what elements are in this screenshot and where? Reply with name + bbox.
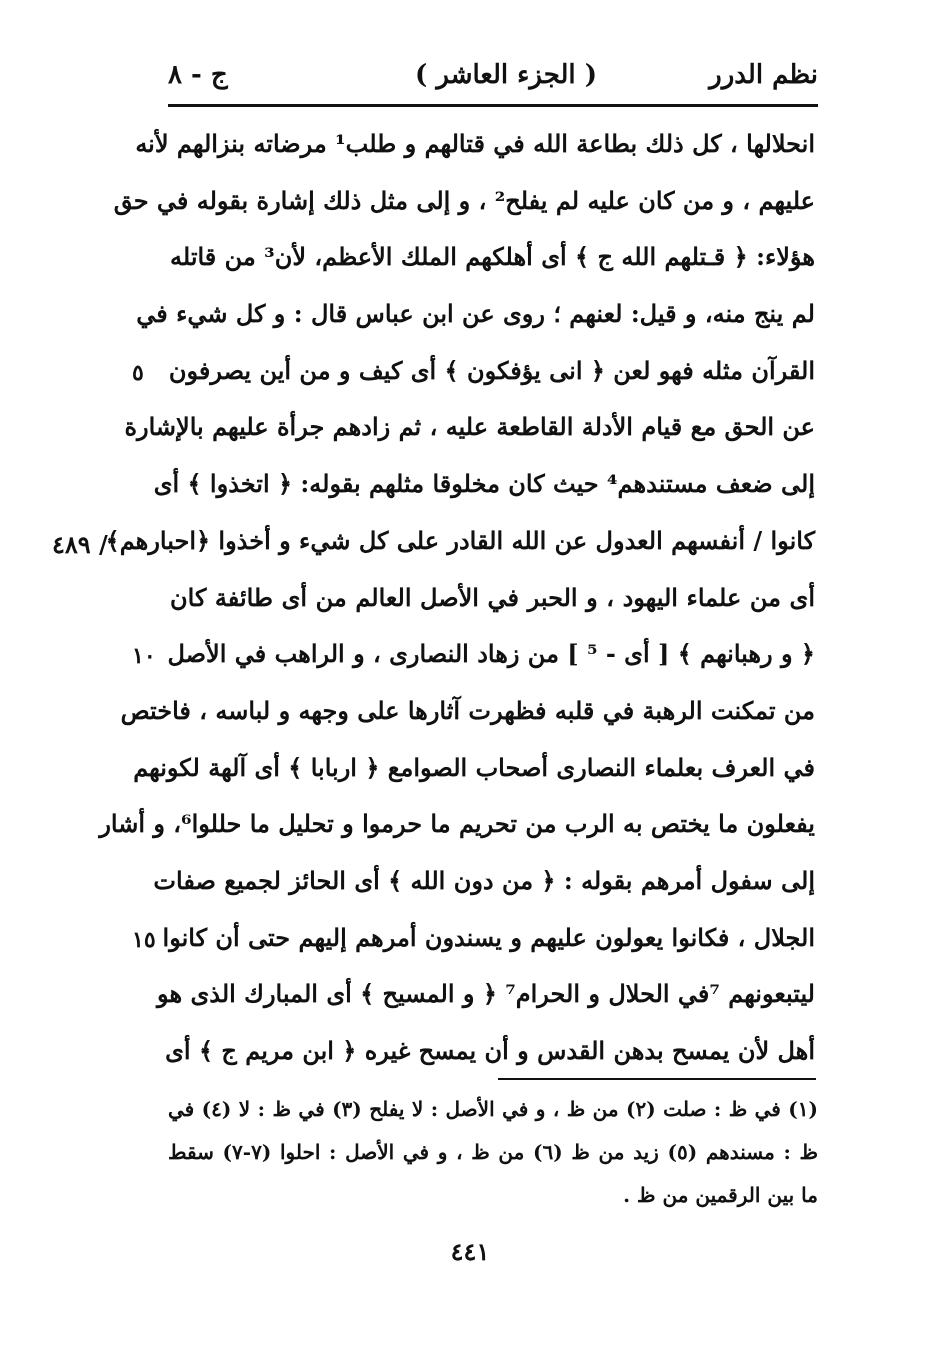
footnote-rule: [498, 1078, 816, 1080]
text-line: إلى سفول أمرهم بقوله : ﴿ من دون الله ﴾ أى الحائز لجميع صفات: [153, 865, 815, 895]
header-rule: [168, 104, 818, 107]
text-line: القرآن مثله فهو لعن ﴿ انى يؤفكون ﴾ أى كيف و من أين يصرفون: [168, 355, 815, 385]
text-line: كانوا / أنفسهم العدول عن الله القادر على كل شيء و أخذوا ﴿احبارهم﴾: [105, 525, 815, 555]
text-line: يفعلون ما يختص به الرب من تحريم ما حرموا و تحليل ما حللوا⁶، و أشار: [99, 809, 815, 839]
line-number-15: ١٥: [132, 927, 156, 953]
line-number-5: ٥: [132, 360, 144, 386]
text-line: ليتبعونهم ⁷في الحلال و الحرام⁷ ﴿ و المسيح ﴾ أى المبارك الذى هو: [157, 979, 815, 1009]
volume-label: ج - ٨: [168, 60, 228, 90]
text-line: الجلال ، فكانوا يعولون عليهم و يسندون أمرهم إليهم حتى أن كانوا: [162, 922, 815, 952]
book-title: نظم الدرر: [709, 60, 818, 90]
part-label: ( الجزء العاشر ): [415, 60, 597, 90]
text-line: ﴿ و رهبانهم ﴾ [ أى - ⁵ ] من زهاد النصارى ، و الراهب في الأصل: [167, 639, 815, 669]
text-line: هؤلاء: ﴿ قـتلهم الله ج ﴾ أى أهلكهم الملك الأعظم، لأن³ من قاتله: [170, 242, 815, 272]
page-header: [168, 58, 818, 98]
text-line: إلى ضعف مستندهم⁴ حيث كان مخلوقا مثلهم بقوله: ﴿ اتخذوا ﴾ أى: [153, 469, 815, 499]
text-line: انحلالها ، كل ذلك بطاعة الله في قتالهم و طلب¹ مرضاته بنزالهم لأنه: [135, 129, 815, 158]
text-line: عن الحق مع قيام الأدلة القاطعة عليه ، ثم زادهم جرأة عليهم بالإشارة: [124, 412, 815, 442]
text-line: في العرف بعلماء النصارى أصحاب الصوامع ﴿ اربابا ﴾ أى آلهة لكونهم: [133, 752, 815, 782]
text-line: أى من علماء اليهود ، و الحبر في الأصل العالم من أى طائفة كان: [170, 582, 815, 612]
text-line: أهل لأن يمسح بدهن القدس و أن يمسح غيره ﴿ ابن مريم ج ﴾ أى: [165, 1036, 815, 1065]
footnote-line: (١) في ظ : صلت (٢) من ظ ، و في الأصل : لا يفلح (٣) في ظ : لا (٤) في: [168, 1097, 818, 1121]
footnote-line: ما بين الرقمين من ظ .: [623, 1183, 818, 1207]
text-line: لم ينج منه، و قيل: لعنهم ؛ روى عن ابن عباس قال : و كل شيء في: [136, 299, 815, 329]
footnotes: [168, 1088, 818, 1217]
text-line: عليهم ، و من كان عليه لم يفلح² ، و إلى مثل ذلك إشارة بقوله في حق: [113, 185, 815, 215]
manuscript-folio-note: / ٤٨٩: [52, 530, 108, 559]
line-number-10: ١٠: [132, 643, 156, 669]
page-number: ٤٤١: [450, 1237, 490, 1266]
text-line: من تمكنت الرهبة في قلبه فظهرت آثارها على وجهه و لباسه ، فاختص: [120, 695, 815, 725]
footnote-line: ظ : مسندهم (٥) زيد من ظ (٦) من ظ ، و في الأصل : احلوا (٧-٧) سقط: [168, 1140, 818, 1164]
